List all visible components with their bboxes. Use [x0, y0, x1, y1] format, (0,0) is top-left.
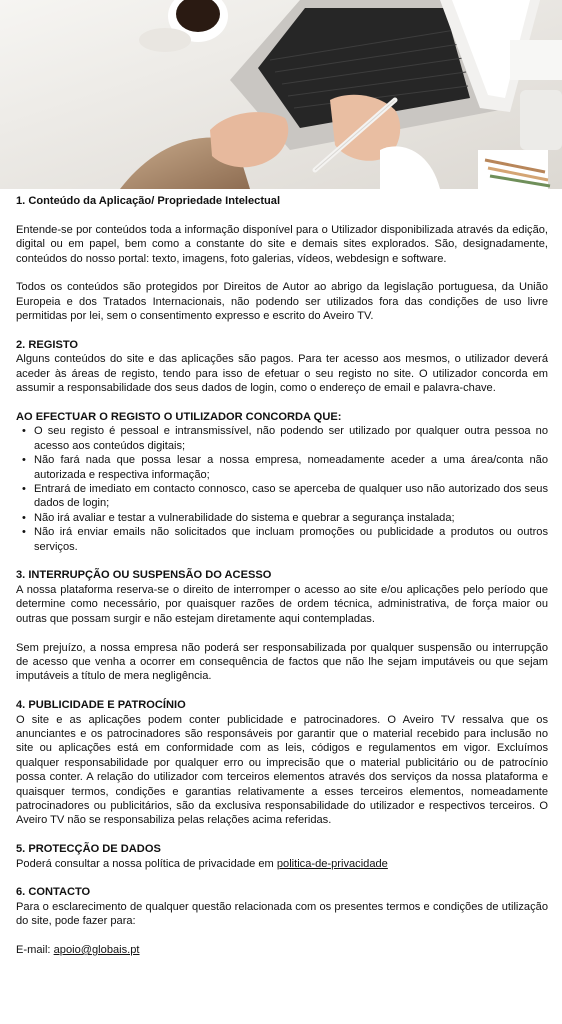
section-title-content: 1. Conteúdo da Aplicação/ Propriedade Intelectual	[16, 195, 281, 207]
spacer	[16, 929, 548, 943]
paragraph: Sem prejuízo, a nossa empresa não poderá ser responsabilizada por qualquer suspensão ou interrupção de acesso que venha a ocorrer em consequência de factos que não lhe sejam imputáveis ou que sejam imputáveis a título de mera negligência.	[16, 641, 548, 683]
spacer	[16, 684, 548, 698]
spacer	[16, 396, 548, 410]
list-item: • Não irá avaliar e testar a vulnerabilidade do sistema e quebrar a segurança instalada;	[34, 511, 548, 525]
email-link[interactable]: apoio@globais.pt	[53, 943, 140, 956]
section-title-registo: 2. REGISTO	[16, 339, 79, 352]
spacer	[16, 626, 548, 640]
spacer	[16, 266, 548, 280]
paragraph: Para o esclarecimento de qualquer questão relacionada com os presentes termos e condições de utilização do site, pode fazer para:	[16, 900, 548, 928]
list-item: • Entrará de imediato em contacto connosco, caso se aperceba de qualquer uso não autorizado dos seus dados de login;	[34, 482, 548, 511]
privacy-policy-link[interactable]: politica-de-privacidade	[276, 857, 388, 870]
paragraph: O site e as aplicações podem conter publicidade e patrocinadores. O Aveiro TV ressalva que os anunciantes e os patrocinadores são responsáveis por garantir que o material recebido para inclusão no site ou aplicações está em conformidade com as leis, códigos e regulamentos em vigor. Excluímos qualquer responsabilidade por qualquer erro ou imprecisão que o material publicitário ou de patrocínio possa conter. A relação do utilizador com terceiros elementos através dos serviços da nossa plataforma e quaisquer termos, condições e garantias relativamente a esses terceiros elementos, nomeadamente patrocinadores ou publicitários, são da exclusiva responsabilidade do utilizador e respectivos terceiros. O Aveiro TV não se responsabiliza pelas relações acima referidas.	[16, 713, 548, 827]
agree-list	[16, 424, 548, 554]
spacer	[16, 554, 548, 568]
list-item: • O seu registo é pessoal e intransmissível, não podendo ser utilizado por qualquer outra pessoa no acesso aos conteúdos digitais;	[34, 424, 548, 453]
section-title-agree: AO EFECTUAR O REGISTO O UTILIZADOR CONCORDA QUE:	[16, 411, 342, 424]
paragraph: Alguns conteúdos do site e das aplicações são pagos. Para ter acesso aos mesmos, o utilizador deverá aceder às áreas de registo, tendo para isso de efetuar o seu registo no site. O utilizador concorda em assumir a responsabilidade dos seus dados de login, como o endereço de email e palavra-chave.	[16, 353, 548, 395]
paragraph	[16, 857, 548, 871]
spacer	[16, 208, 548, 222]
email-label: E-mail:	[16, 943, 54, 956]
paragraph: A nossa plataforma reserva-se o direito de interromper o acesso ao site e/ou aplicações pelo período que determine como necessário, por quaisquer razões de ordem técnica, administrativa, de força maior ou outras que possam surgir e não estejam diretamente aqui contempladas.	[16, 583, 548, 625]
email-line	[16, 943, 548, 957]
privacy-text: Poderá consultar a nossa política de privacidade em	[16, 857, 277, 870]
paragraph: Entende-se por conteúdos toda a informação disponível para o Utilizador disponibilizada através da edição, digital ou em papel, bem como a constante do site e demais sites explorados. São, designadamente, conteúdos do nosso portal: texto, imagens, foto galerias, vídeos, webdesign e software.	[16, 223, 548, 265]
paragraph: Todos os conteúdos são protegidos por Direitos de Autor ao abrigo da legislação portuguesa, da União Europeia e dos Tratados Internacionais, não podendo ser utilizados fora das condições de uso livre permitidas por lei, sem o consentimento expresso e escrito do Aveiro TV.	[16, 281, 548, 323]
terms-content	[0, 189, 562, 957]
spacer	[16, 324, 548, 338]
section-title-contacto: 6. CONTACTO	[16, 886, 91, 899]
section-title-dados: 5. PROTECÇÃO DE DADOS	[16, 843, 161, 856]
pencil-cup	[478, 150, 550, 189]
hero-image	[0, 0, 562, 189]
section-title-interrupcao: 3. INTERRUPÇÃO OU SUSPENSÃO DO ACESSO	[16, 569, 272, 582]
section-title-publicidade: 4. PUBLICIDADE E PATROCÍNIO	[16, 699, 186, 712]
list-item: • Não fará nada que possa lesar a nossa empresa, nomeadamente aceder a uma área/conta não autorizada e respectiva informação;	[34, 453, 548, 482]
spacer	[16, 828, 548, 842]
list-item: • Não irá enviar emails não solicitados que incluam promoções ou publicidade a produtos ou outros serviços.	[34, 525, 548, 554]
laptop-desk-illustration	[0, 0, 562, 189]
spacer	[16, 871, 548, 885]
